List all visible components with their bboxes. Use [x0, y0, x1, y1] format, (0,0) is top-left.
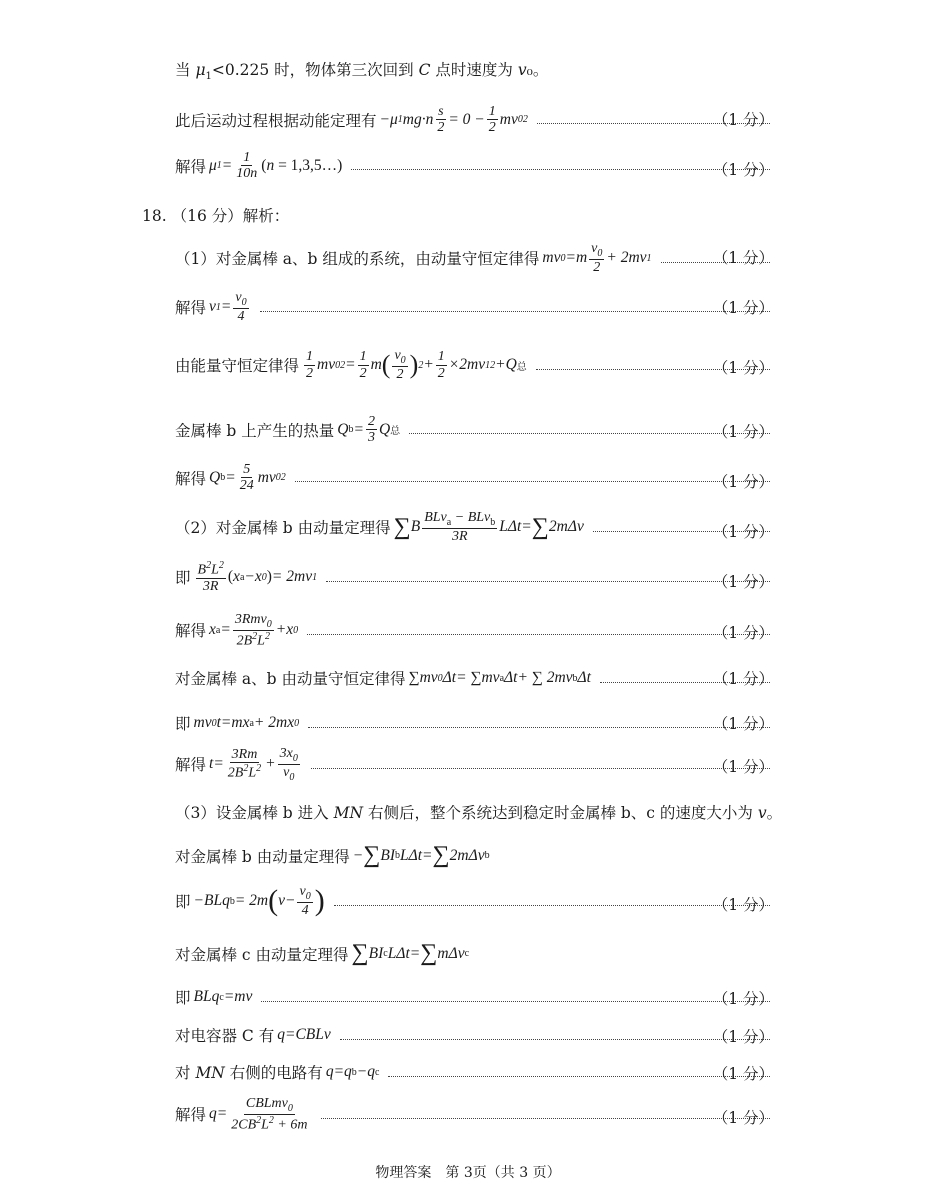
item-7-formula: x a = $\frac{3Rmv_0}{2B^2L^2}$ + x 0 [209, 612, 299, 649]
item-16 [175, 1024, 776, 1046]
item-9 [175, 712, 776, 734]
item-16-pre: 对电容器 C 有 [175, 1027, 275, 1045]
score-item-0: （1 分） [712, 249, 774, 267]
line-0-text: 当 $\mu_1<0.225$ 时，物体第三次回到 C 点时速度为 v₀。 [175, 61, 549, 83]
score-item-4: （1 分） [712, 473, 774, 491]
item-14-pre: 对金属棒 c 由动量定理得 [175, 945, 349, 964]
item-3-formula: Q b = $\frac{2}{3}$ Q 总 [337, 414, 401, 446]
item-5-formula: ∑ B $\frac{BLv_a - BLv_b}{3R}$ L Δ t = ∑ 2 m Δ v [393, 510, 584, 544]
item-15-pre: 即 [175, 989, 191, 1007]
item-7-pre: 解得 [175, 622, 207, 641]
item-13 [175, 884, 776, 918]
score-item-3: （1 分） [712, 423, 774, 441]
item-6-formula: $\frac{B^2L^2}{3R}$ ( x a − x 0 ) = 2 mv 1 [197, 560, 318, 595]
item-1 [175, 290, 776, 324]
page-footer: 物理答案 第 3页（共 3 页） [375, 1165, 561, 1181]
item-9-pre: 即 [175, 715, 191, 733]
item-17-formula: q = q b − q c [325, 1063, 380, 1080]
item-4-formula: Q b = $\frac{5}{24}$ mv 0 2 [209, 462, 286, 494]
item-11-text: （3）设金属棒 b 进入 MN 右侧后，整个系统达到稳定时金属棒 b、c 的速度大小为 v。 [175, 804, 783, 822]
score-2: （1 分） [712, 161, 774, 179]
item-6-pre: 即 [175, 569, 191, 588]
item-2-pre: 由能量守恒定律得 [175, 357, 300, 376]
score-item-6: （1 分） [712, 573, 774, 591]
item-1-pre: 解得 [175, 299, 207, 318]
score-1: （1 分） [712, 111, 774, 129]
item-8 [175, 667, 776, 689]
leader-dots [340, 1039, 770, 1040]
score-item-17: （1 分） [712, 1065, 774, 1083]
item-15 [175, 986, 776, 1008]
score-item-5: （1 分） [712, 523, 774, 541]
score-item-15: （1 分） [712, 990, 774, 1008]
score-item-2: （1 分） [712, 359, 774, 377]
item-10-formula: t = $\frac{3Rm}{2B^2L^2}$ + $\frac{3x_0}{v_0}$ [209, 746, 298, 783]
item-13-formula: − BLq b = 2 m ( v − $\frac{v_0}{4}$ ) [193, 884, 325, 918]
leader-dots [326, 581, 770, 582]
item-5 [175, 510, 776, 544]
line-1-pre: 此后运动过程根据动能定理有 [175, 111, 377, 130]
line-2 [175, 150, 776, 182]
item-8-pre: 对金属棒 a、b 由动量守恒定律得 [175, 670, 406, 688]
item-8-formula: ∑ mv 0 Δ t = ∑ mv a Δ t + ∑ 2 mv b Δ t [408, 669, 591, 686]
score-item-10: （1 分） [712, 758, 774, 776]
leader-dots [260, 311, 770, 312]
item-0-formula: mv 0 = m $\frac{v_0}{2}$ + 2 mv 1 [542, 241, 652, 275]
item-3-pre: 金属棒 b 上产生的热量 [175, 421, 335, 440]
leader-dots [311, 768, 770, 769]
score-item-13: （1 分） [712, 896, 774, 914]
score-item-8: （1 分） [712, 670, 774, 688]
leader-dots [261, 1001, 770, 1002]
leader-dots [321, 1118, 771, 1119]
item-14 [175, 940, 776, 967]
item-9-formula: mv 0 t = mx a + 2 mx 0 [193, 714, 300, 731]
item-16-formula: q = CBLv [277, 1026, 331, 1043]
line-1-formula: − μ 1 mg · n $\frac{s}{2}$ = 0 − $\frac{1}{2}$ mv 0 2 [379, 104, 528, 136]
score-item-1: （1 分） [712, 299, 774, 317]
item-14-formula: ∑ BI c L Δ t = ∑ m Δ v c [351, 940, 470, 966]
score-item-18: （1 分） [712, 1109, 774, 1127]
leader-dots [351, 169, 770, 170]
leader-dots [295, 481, 770, 482]
score-item-7: （1 分） [712, 624, 774, 642]
item-17-pre: 对 MN 右侧的电路有 [175, 1064, 323, 1082]
item-2 [175, 348, 776, 382]
item-5-pre: （2）对金属棒 b 由动量定理得 [175, 519, 391, 538]
item-10-pre: 解得 [175, 756, 207, 775]
item-12 [175, 842, 776, 869]
item-18 [175, 1096, 776, 1133]
line-2-formula: μ 1 = $\frac{1}{10n}$ (n = 1,3,5…) [209, 150, 343, 182]
item-13-pre: 即 [175, 893, 191, 912]
item-4-pre: 解得 [175, 469, 207, 488]
item-1-formula: v 1 = $\frac{v_0}{4}$ [209, 290, 247, 324]
item-18-formula: q = $\frac{CBLmv_0}{2CB^2L^2 + 6m}$ [209, 1096, 308, 1133]
score-item-9: （1 分） [712, 715, 774, 733]
item-0-pre: （1）对金属棒 a、b 组成的系统，由动量守恒定律得 [175, 250, 540, 269]
line-1 [175, 104, 776, 136]
item-12-pre: 对金属棒 b 由动量定理得 [175, 847, 350, 866]
item-15-formula: BLq c = mv [193, 988, 253, 1005]
item-3 [175, 414, 776, 446]
item-10 [175, 746, 776, 783]
question-18-header: 18. （16 分）解析： [142, 207, 290, 225]
line-0 [175, 58, 776, 82]
leader-dots [308, 727, 770, 728]
item-7 [175, 612, 776, 649]
item-17 [175, 1061, 776, 1083]
item-4 [175, 462, 776, 494]
item-18-pre: 解得 [175, 1106, 207, 1125]
item-12-formula: − ∑ BI b L Δ t = ∑ 2 m Δ v b [352, 842, 490, 868]
item-6 [175, 560, 776, 594]
item-11 [175, 801, 896, 823]
item-0 [175, 241, 776, 275]
item-2-formula: $\frac{1}{2}$ mv 0 2 = $\frac{1}{2}$ m ( $\frac{v_0}{2}$ ) 2 + $\frac{1}{2}$ ×2 mv 1 2 + Q 总 [306, 348, 527, 382]
line-2-pre: 解得 [175, 157, 207, 176]
leader-dots [307, 634, 770, 635]
score-item-16: （1 分） [712, 1028, 774, 1046]
leader-dots [334, 905, 770, 906]
